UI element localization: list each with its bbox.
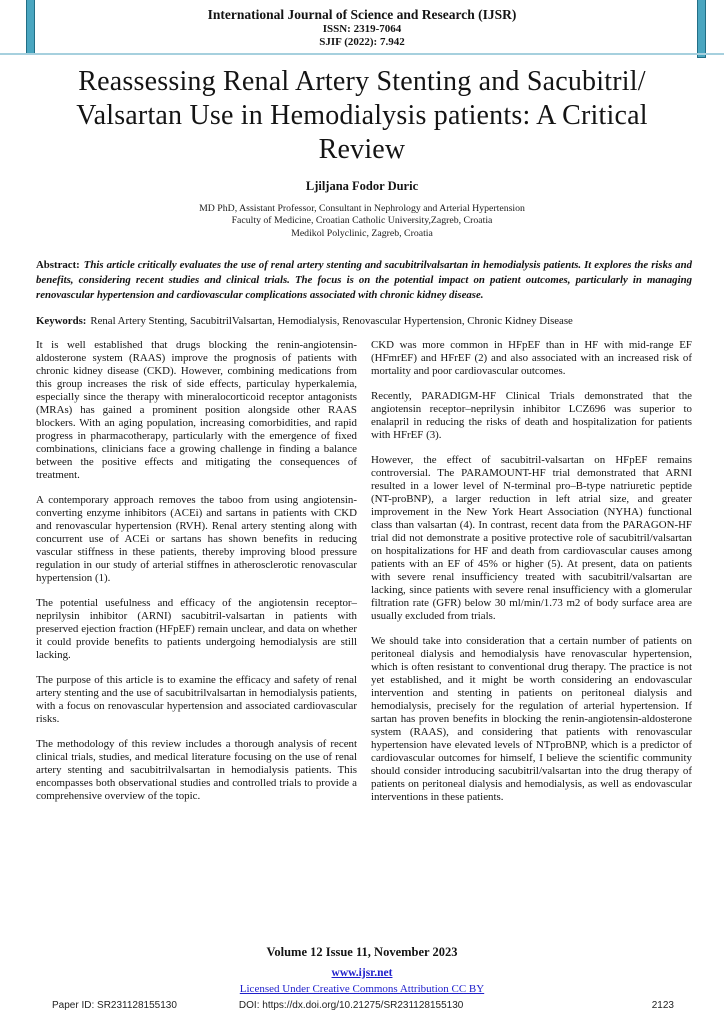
- journal-title: International Journal of Science and Research (IJSR): [207, 7, 517, 22]
- header-rule: [0, 53, 724, 55]
- author-affiliation-line: MD PhD, Assistant Professor, Consultant in Nephrology and Arterial Hypertension: [199, 202, 525, 214]
- paper-id: Paper ID: SR231128155130: [52, 1000, 177, 1011]
- body-paragraph: The potential usefulness and efficacy of the angiotensin receptor–neprilysin inhibitor (ARNI) sacubitril-valsartan in patients with preserved ejection fraction (HFpEF) remain unclear, and data on whether it could provide benefits to patients undergoing hemodialysis are still lacking.: [36, 597, 357, 662]
- journal-website-link[interactable]: www.ijsr.net: [331, 966, 393, 979]
- body-paragraph: The methodology of this review includes a thorough analysis of recent clinical trials, studies, and medical literature focusing on the use of renal artery stenting and sacubitrilvalsartan in hemodialysis patients. This encompasses both observational studies and controlled trials to provide a comprehensive overview of the topic.: [36, 738, 357, 803]
- left-column: [36, 339, 357, 939]
- paper-title-line: Review: [318, 133, 406, 165]
- page-footer: [0, 944, 724, 997]
- journal-issn: ISSN: 2319-7064: [322, 22, 402, 35]
- body-paragraph: It is well established that drugs blocking the renin-angiotensin-aldosterone system (RAAS) improve the prognosis of patients with chronic kidney disease (CKD). However, combining medications from this group increases the risk of side effects, particulay hyperkalemia, especially since the therapy with mineralocorticoid receptor antagonists (MRAs) has gained a prominent position alongside other RAAS blockers. With an aging population, increasing comorbidities, and rapid progress in pharmacotherapy, particularly with the emergence of fixed combinations, clinicians face a growing challenge in finding a balance between the positive effects and mitigating the consequences of treatment.: [36, 339, 357, 482]
- keywords-line: [36, 314, 692, 328]
- journal-sjif: SJIF (2022): 7.942: [319, 35, 405, 48]
- abstract-label: Abstract:: [36, 259, 80, 272]
- keywords-text: Renal Artery Stenting, SacubitrilValsartan, Hemodialysis, Renovascular Hypertension, Chronic Kidney Disease: [90, 315, 573, 328]
- header-accent-bar-right: [697, 0, 706, 58]
- license-link[interactable]: Licensed Under Creative Commons Attribution CC BY: [239, 983, 485, 996]
- abstract-text: This article critically evaluates the use of renal artery stenting and sacubitrilvalsartan in hemodialysis patients. It explores the risks and benefits, considering recent studies and clinical trials. The focus is on the potential impact on patient outcomes, particularly in managing renovascular hypertension and cardiovascular complications associated with chronic kidney disease.: [36, 259, 692, 302]
- body-paragraph: CKD was more common in HFpEF than in HF with mid-range EF (HFmrEF) and HFrEF (2) and also associated with an increased risk of mortality and poor cardiovascular outcomes.: [371, 339, 692, 378]
- body-paragraph: A contemporary approach removes the taboo from using angiotensin-converting enzyme inhibitors (ACEi) and sartans in patients with CKD and renovascular hypertension (RVH). Renal artery stenting along with concurrent use of ACEi or sartans has shown benefits in reducing vascular stiffness in these patients, thereby improving blood pressure regulation in our study of arterial stiffnes in atherosclerotic renovascular hypertension (1).: [36, 494, 357, 585]
- journal-masthead: [0, 0, 724, 49]
- paper-title-line: Valsartan Use in Hemodialysis patients: A Critical: [76, 99, 648, 131]
- doi: DOI: https://dx.doi.org/10.21275/SR231128155130: [238, 1000, 464, 1011]
- page-number: 2123: [651, 1000, 674, 1011]
- volume-issue-line: Volume 12 Issue 11, November 2023: [266, 945, 458, 959]
- right-column: [371, 339, 692, 939]
- paper-title: [0, 65, 724, 167]
- paper-meta-row: [0, 1000, 724, 1011]
- body-paragraph: We should take into consideration that a certain number of patients on peritoneal dialysis and hemodialysis have renovascular hypertension, which is often resistant to conventional drug therapy. The practice is not yet established, and it might be worth considering an endovascular intervention and stenting in patients on peritoneal dialysis and hemodialysis, precisely for the regulation of arterial hypertension. If sartan has proven benefits in blocking the renin-angiotensin-aldosterone system (RAAS), and considering that patients with renovascular hypertension have elevated levels of NTproBNP, which is a predictor of cardiovascular outcomes for himself, I believe the scientific community should consider introducing sacubitril/valsartan into the drug therapy of patients on peritoneal dialysis and hemodialysis, as well as endovascular interventions in these patients.: [371, 635, 692, 804]
- article-body: [0, 339, 724, 939]
- author-affiliation-line: Medikol Polyclinic, Zagreb, Croatia: [291, 227, 433, 239]
- keywords-label: Keywords:: [36, 315, 87, 328]
- author-affiliation-line: Faculty of Medicine, Croatian Catholic University,Zagreb, Croatia: [231, 215, 493, 227]
- body-paragraph: The purpose of this article is to examine the efficacy and safety of renal artery stenting and the use of sacubitrilvalsartan in hemodialysis patients, with a focus on renovascular hypertension and associated cardiovascular risks.: [36, 674, 357, 726]
- header-accent-bar-left: [26, 0, 35, 55]
- abstract-paragraph: [36, 258, 692, 303]
- body-paragraph: However, the effect of sacubitril-valsartan on HFpEF remains controversial. The PARAMOUNT-HF trial demonstrated that ARNI resulted in a lower level of N-terminal pro–B-type natriuretic peptide (NT-proBNP), a larger reduction in left atrial size, and greater improvement in the New York Heart Association (NYHA) functional class than valsartan (4). In contrast, recent data from the PARAGON-HF trial did not demonstrate a positive protective role of sacubitril/valsartan on hospitalizations for HF and death from cardiovascular causes among patients with an EF of 45% or higher (5). At present, data on patients with severe renal insufficiency treated with sacubitril/valsartan are lacking, since patients with severe renal insufficiency with a glomerular filtration rate (GFR) below 30 ml/min/1.73 m2 of body surface area are usually excluded from trials.: [371, 454, 692, 623]
- body-paragraph: Recently, PARADIGM-HF Clinical Trials demonstrated that the angiotensin receptor–neprilysin inhibitor LCZ696 was superior to enalapril in reducing the risks of death and hospitalization for patients with HFrEF (3).: [371, 390, 692, 442]
- author-name: Ljiljana Fodor Duric: [305, 178, 419, 193]
- paper-title-line: Reassessing Renal Artery Stenting and Sacubitril/: [78, 65, 646, 97]
- author-affiliation: [0, 203, 724, 241]
